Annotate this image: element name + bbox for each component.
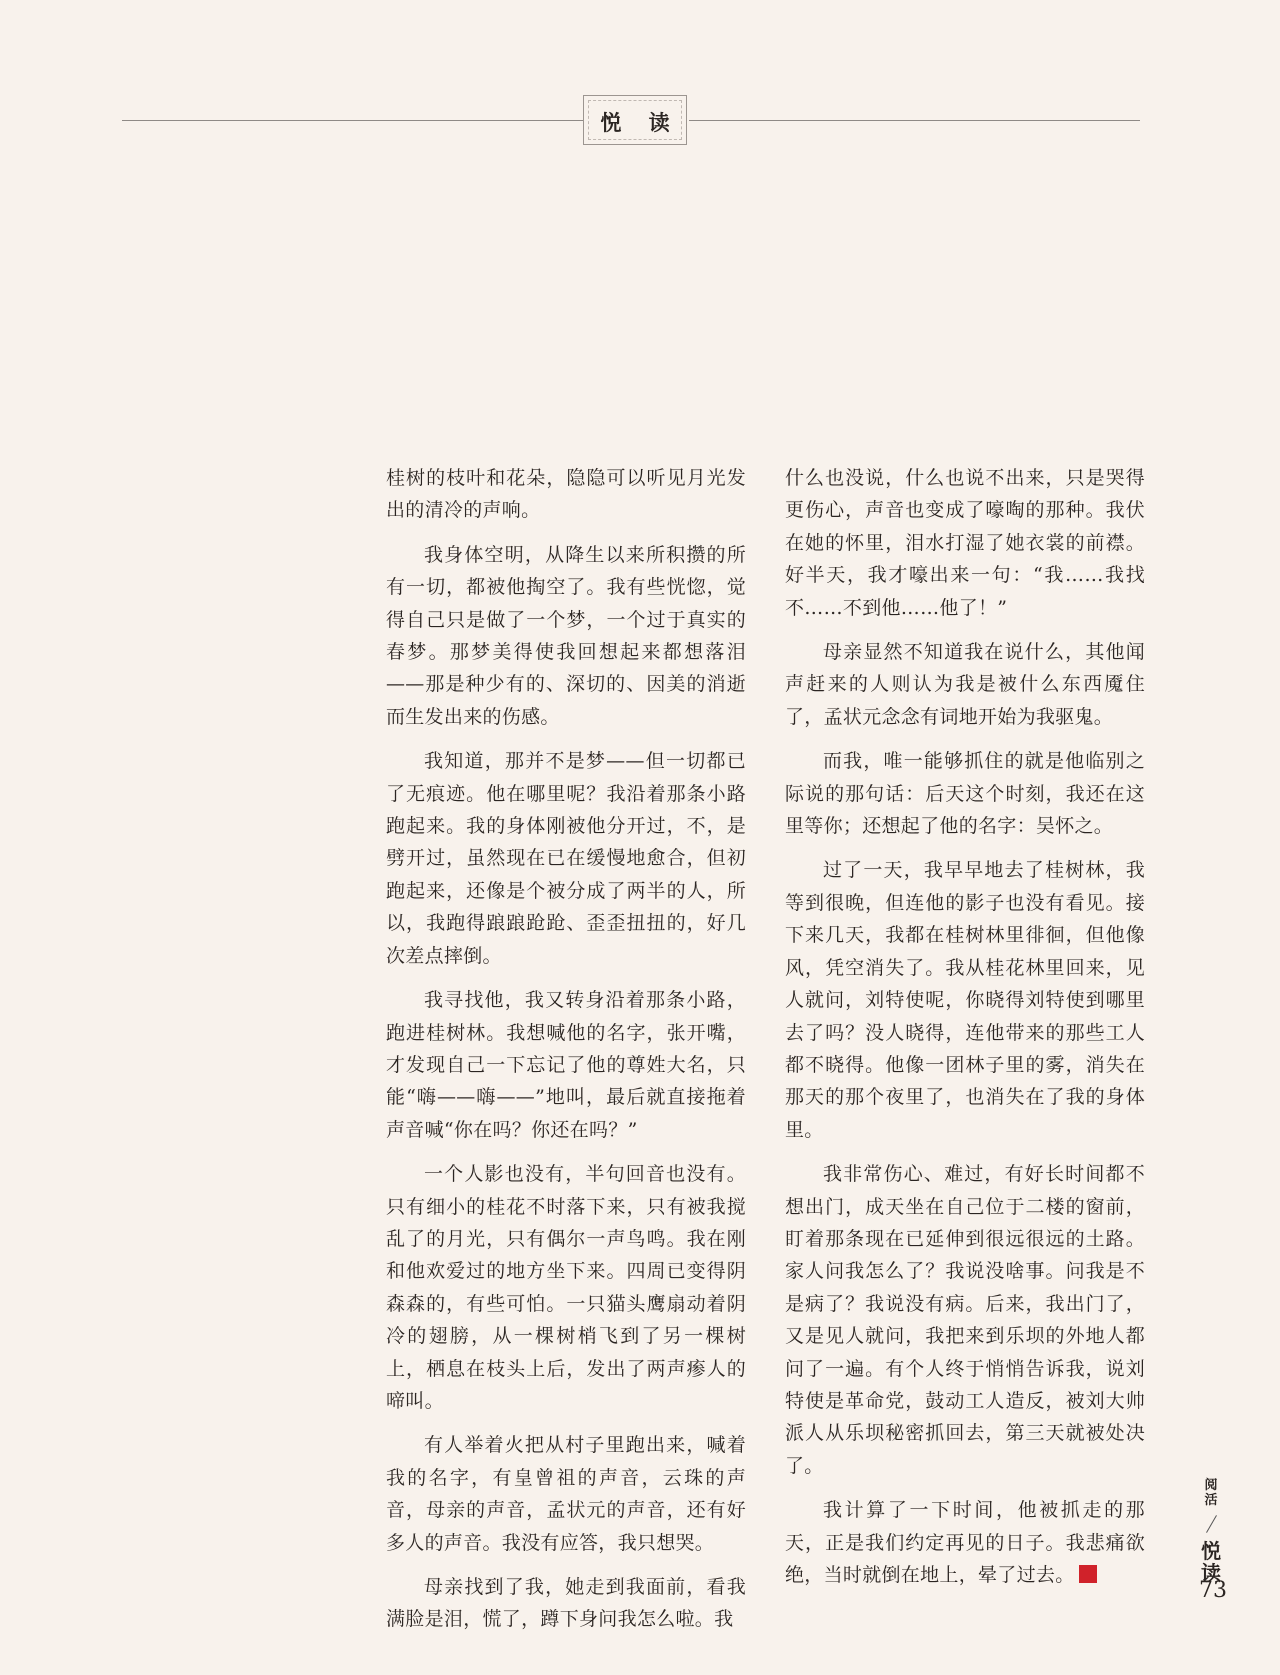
page-number: 73 [1199, 1578, 1227, 1603]
paragraph: 我非常伤心、难过，有好长时间都不想出门，成天坐在自己位于二楼的窗前，盯着那条现在已延伸到很远很远的土路。家人问我怎么了？我说没啥事。问我是不是病了？我说没有病。后来，我出门了，又是见人就问，我把来到乐坝的外地人都问了一遍。有个人终于悄悄告诉我，说刘特使是革命党，鼓动工人造反，被刘大帅派人从乐坝秘密抓回去，第三天就被处决了。 [785, 1163, 1145, 1477]
paragraph: 而我，唯一能够抓住的就是他临别之际说的那句话：后天这个时刻，我还在这里等你；还想起了他的名字：吴怀之。 [785, 750, 1145, 838]
section-header [583, 95, 687, 145]
final-paragraph [785, 1494, 1145, 1591]
paragraph: 过了一天，我早早地去了桂树林，我等到很晚，但连他的影子也没有看见。接下来几天，我都在桂树林里徘徊，但他像风，凭空消失了。我从桂花林里回来，见人就问，刘特使呢，你晓得刘特使到哪里去了吗？没人晓得，连他带来的那些工人都不晓得。他像一团林子里的雾，消失在那天的那个夜里了，也消失在了我的身体里。 [785, 859, 1145, 1141]
section-header-label: 悦 读 [600, 110, 680, 135]
paragraph: 什么也没说，什么也说不出来，只是哭得更伤心，声音也变成了嚎啕的那种。我伏在她的怀里，泪水打湿了她衣裳的前襟。好半天，我才嚎出来一句：“我……我找不……不到他……他了！” [785, 467, 1145, 619]
paragraph: 桂树的枝叶和花朵，隐隐可以听见月光发出的清冷的声响。 [386, 467, 746, 522]
final-paragraph-text: 我计算了一下时间，他被抓走的那天，正是我们约定再见的日子。我悲痛欲绝，当时就倒在地上，晕了过去。 [785, 1499, 1145, 1586]
paragraph: 我身体空明，从降生以来所积攒的所有一切，都被他掏空了。我有些恍惚，觉得自己只是做了一个梦，一个过于真实的春梦。那梦美得使我回想起来都想落泪——那是种少有的、深切的、因美的消逝而生发出来的伤感。 [386, 543, 746, 728]
paragraph: 母亲找到了我，她走到我面前，看我满脸是泪，慌了，蹲下身问我怎么啦。我 [386, 1576, 746, 1631]
end-of-article-mark [1079, 1565, 1097, 1583]
paragraph: 有人举着火把从村子里跑出来，喊着我的名字，有皇曾祖的声音，云珠的声音，母亲的声音，孟状元的声音，还有好多人的声音。我没有应答，我只想哭。 [386, 1434, 746, 1554]
paragraph: 一个人影也没有，半句回音也没有。只有细小的桂花不时落下来，只有被我搅乱了的月光，只有偶尔一声鸟鸣。我在刚和他欢爱过的地方坐下来。四周已变得阴森森的，有些可怕。一只猫头鹰扇动着阴冷的翅膀，从一棵树梢飞到了另一棵树上，栖息在枝头上后，发出了两声瘆人的啼叫。 [386, 1163, 746, 1412]
text-column-left [386, 462, 746, 1648]
paragraph: 我知道，那并不是梦——但一切都已了无痕迹。他在哪里呢？我沿着那条小路跑起来。我的身体刚被他分开过，不，是劈开过，虽然现在已在缓慢地愈合，但初跑起来，还像是个被分成了两半的人，所以，我跑得踉踉跄跄、歪歪扭扭的，好几次差点摔倒。 [386, 750, 746, 967]
magazine-section-label [1199, 1478, 1223, 1584]
side-label-big: 悦读 [1201, 1539, 1221, 1585]
paragraph: 我寻找他，我又转身沿着那条小路，跑进桂树林。我想喊他的名字，张开嘴，才发现自己一下忘记了他的尊姓大名，只能“嗨——嗨——”地叫，最后就直接拖着声音喊“你在吗？你还在吗？” [386, 989, 746, 1141]
header-rule-right [689, 120, 1140, 121]
side-label-divider [1206, 1515, 1217, 1533]
text-column-right [785, 462, 1145, 1603]
paragraph: 母亲显然不知道我在说什么，其他闻声赶来的人则认为我是被什么东西魇住了，孟状元念念有词地开始为我驱鬼。 [785, 641, 1145, 728]
side-label-small: 阅活 [1204, 1478, 1218, 1508]
header-rule-left [122, 120, 583, 121]
